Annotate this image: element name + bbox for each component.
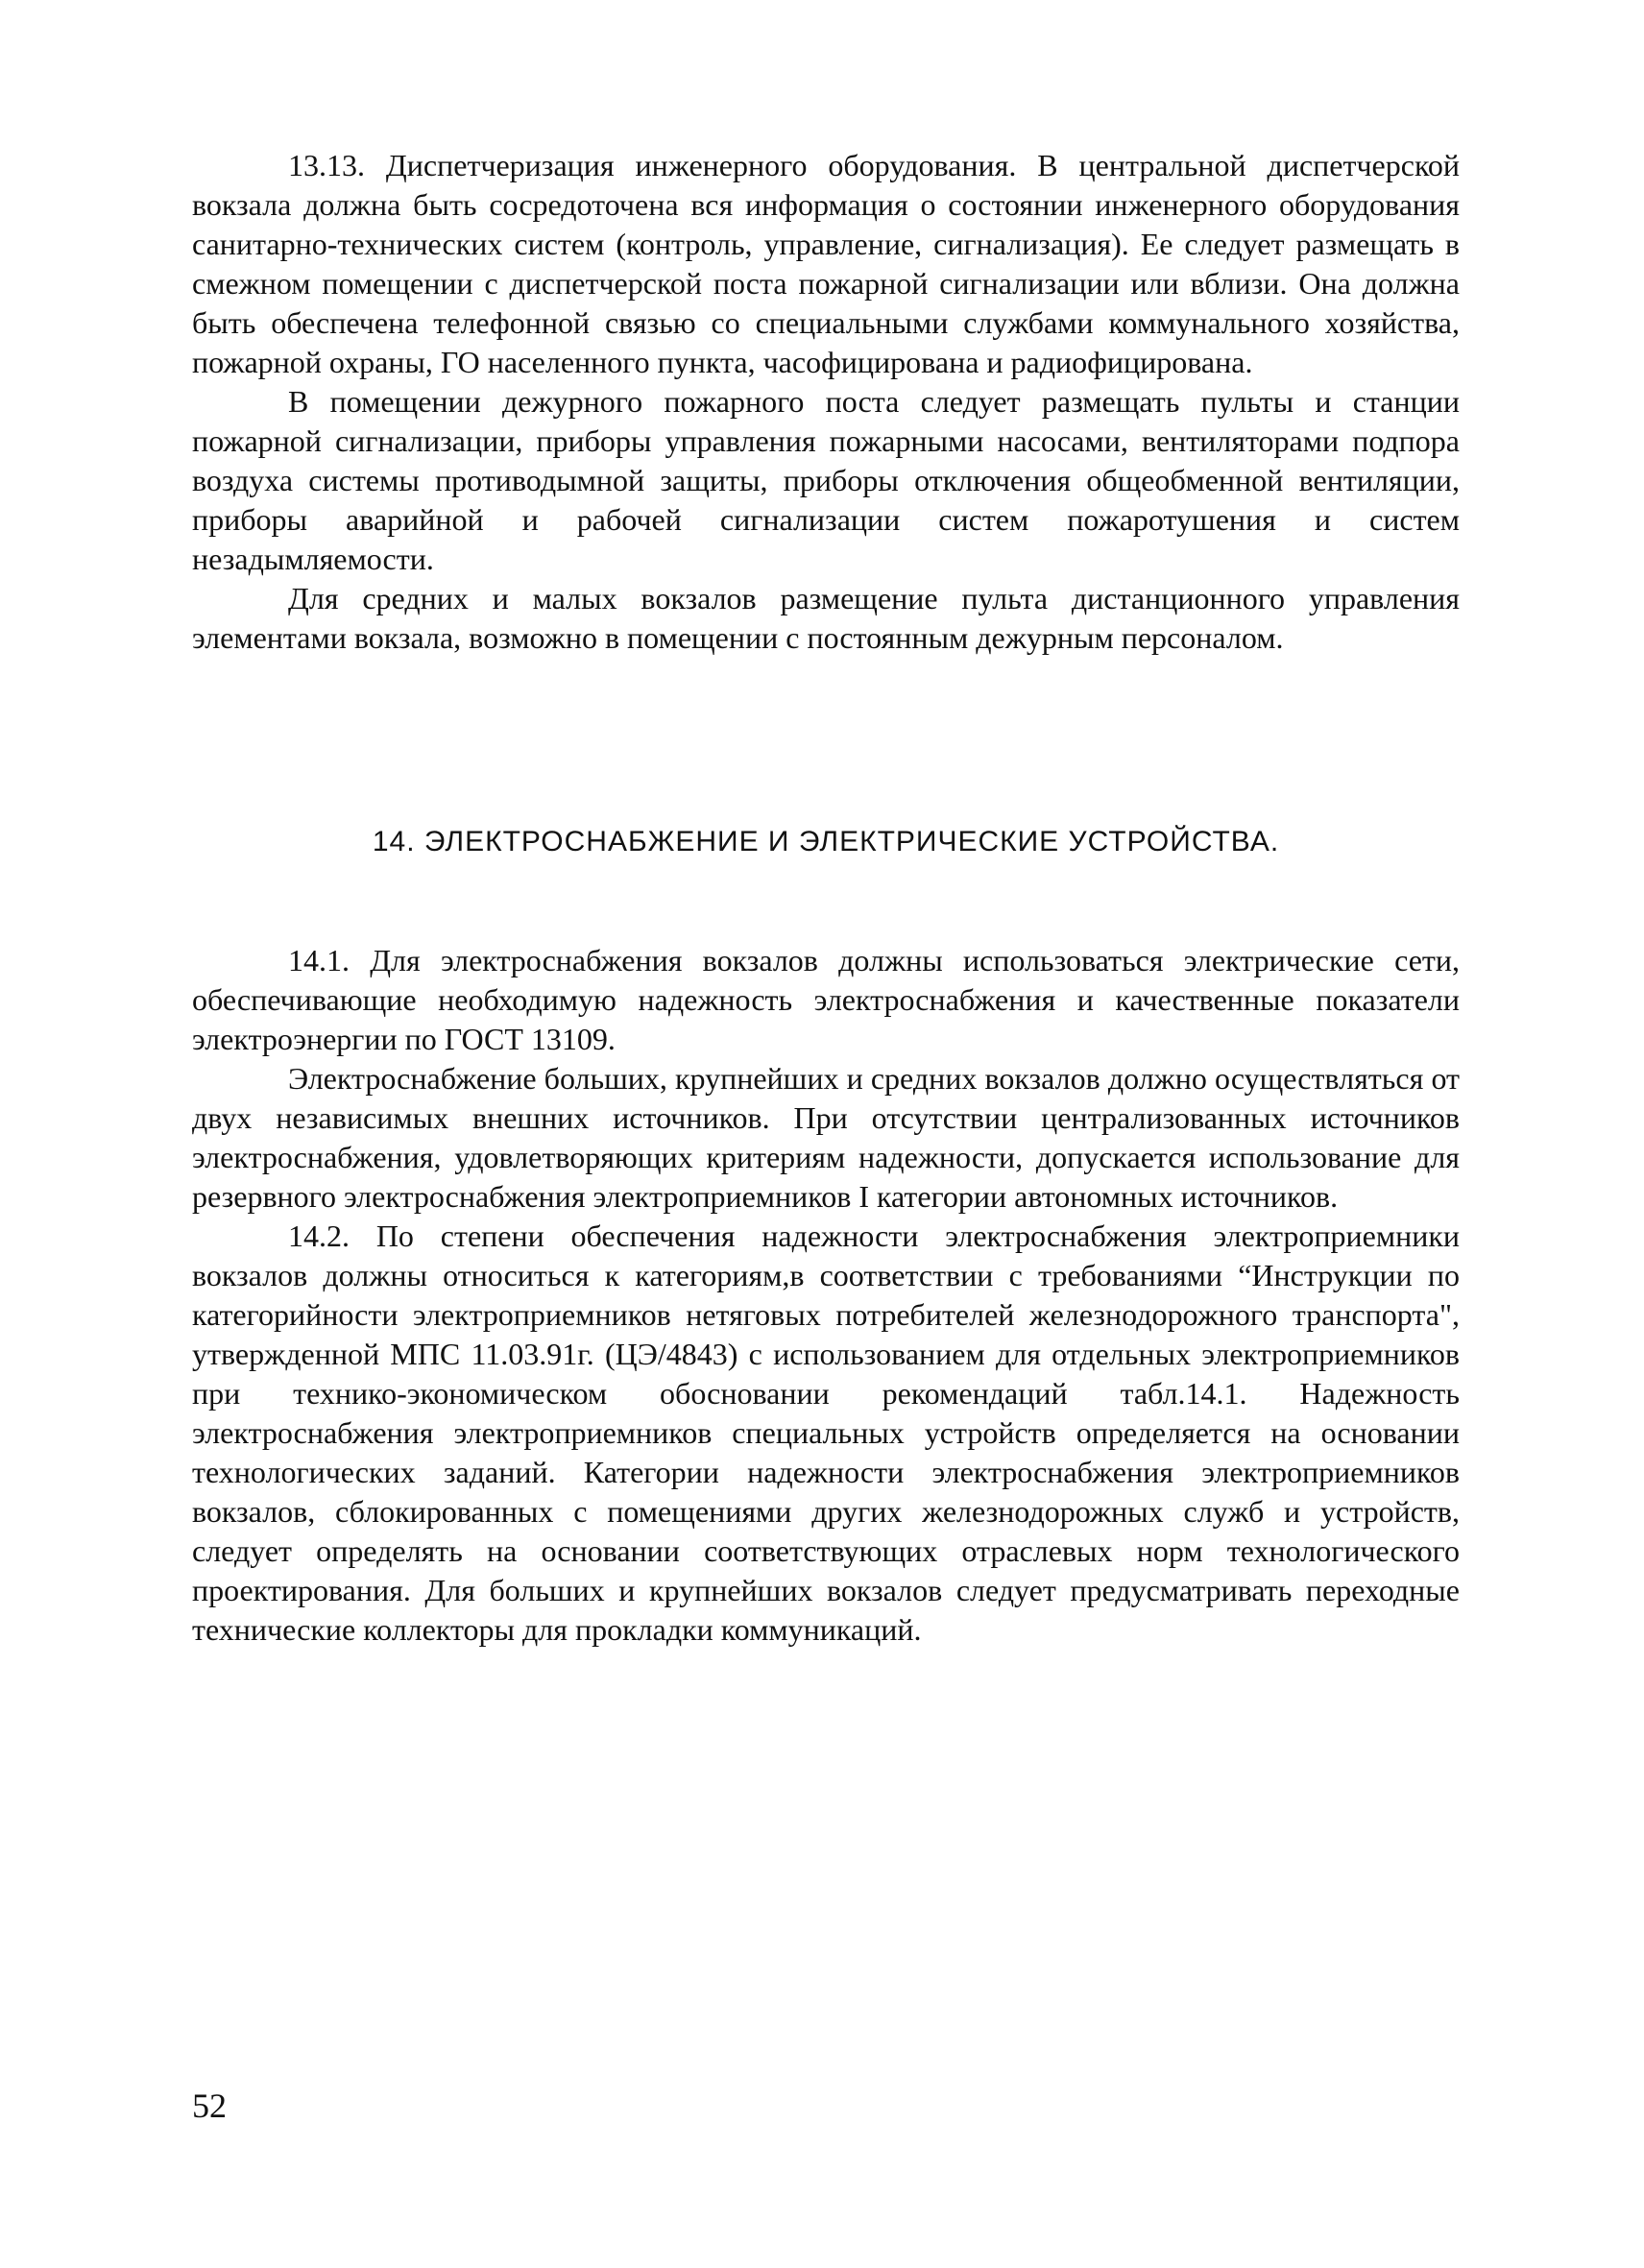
paragraph-power-supply: Электроснабжение больших, крупнейших и средних вокзалов должно осуществляться от двух независимых внешних источников. При отсутствии централизованных источников электроснабжения, удовлетворяющих критериям надежности, допускается использование для резервного электроснабжения электроприемников I категории автономных источников. <box>192 1061 1460 1214</box>
paragraph-fire-post: В помещении дежурного пожарного поста следует размещать пульты и станции пожарной сигнализации, приборы управления пожарными насосами, вентиляторами подпора воздуха системы противодымной защиты, приборы отключения общеобменной вентиляции, приборы аварийной и рабочей сигнализации систем пожаротушения и систем незадымляемости. <box>192 384 1460 576</box>
page-number: 52 <box>192 2087 227 2125</box>
paragraph-13-13: 13.13. Диспетчеризация инженерного оборудования. В центральной диспетчерской вокзала должна быть сосредоточена вся информация о состоянии инженерного оборудования санитарно-технических систем (контроль, управление, сигнализация). Ее следует размещать в смежном помещении с диспетчерской поста пожарной сигнализации или вблизи. Она должна быть обеспечена телефонной связью со специальными службами коммунального хозяйства, пожарной охраны, ГО населенного пункта, часофицирована и радиофицирована. <box>192 148 1460 379</box>
section-14-heading: 14. ЭЛЕКТРОСНАБЖЕНИЕ И ЭЛЕКТРИЧЕСКИЕ УСТРОЙСТВА. <box>372 826 1280 857</box>
section-14-body <box>192 941 1460 1650</box>
section-13-body <box>192 146 1460 658</box>
paragraph-14-1: 14.1. Для электроснабжения вокзалов должны использоваться электрические сети, обеспечивающие необходимую надежность электроснабжения и качественные показатели электроэнергии по ГОСТ 13109. <box>192 943 1460 1056</box>
paragraph-small-stations: Для средних и малых вокзалов размещение пульта дистанционного управления элементами вокзала, возможно в помещении с постоянным дежурным персоналом. <box>192 581 1460 655</box>
paragraph-14-2: 14.2. По степени обеспечения надежности электроснабжения электроприемники вокзалов должны относиться к категориям,в соответствии с требованиями “Инструкции по категорийности электроприемников нетяговых потребителей железнодорожного транспорта", утвержденной МПС 11.03.91г. (ЦЭ/4843) с использованием для отдельных электроприемников при технико-экономическом обосновании рекомендаций табл.14.1. Надежность электроснабжения электроприемников специальных устройств определяется на основании технологических заданий. Категории надежности электроснабжения электроприемников вокзалов, сблокированных с помещениями других железнодорожных служб и устройств, следует определять на основании соответствующих отраслевых норм технологического проектирования. Для больших и крупнейших вокзалов следует предусматривать переходные технические коллекторы для прокладки коммуникаций. <box>192 1218 1460 1647</box>
